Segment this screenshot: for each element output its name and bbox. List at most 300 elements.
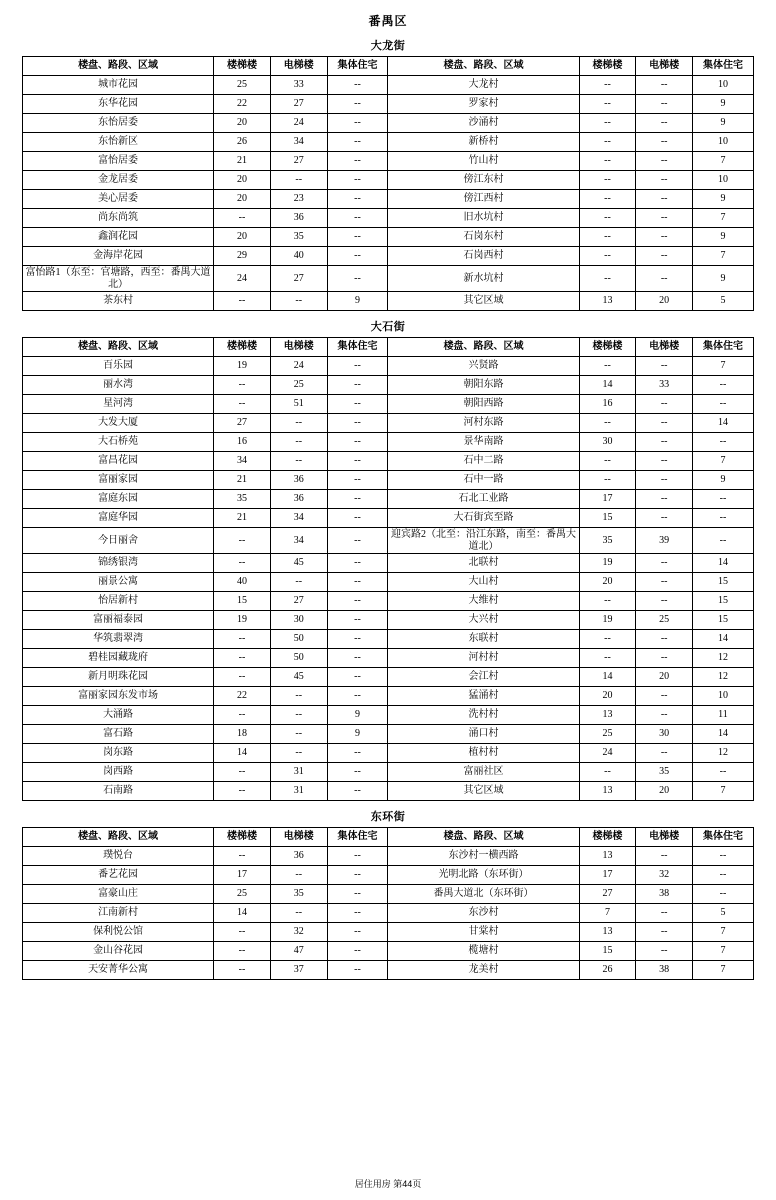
- cell-name-right: 旧水坑村: [388, 209, 579, 228]
- col-header-stair-left: 楼梯楼: [214, 338, 271, 357]
- cell-stair-right: 15: [579, 942, 636, 961]
- cell-collective-left: --: [327, 687, 388, 706]
- table-row: [23, 452, 754, 471]
- cell-name-right: 大石街宾至路: [388, 509, 579, 528]
- cell-name-right: 朝阳东路: [388, 376, 579, 395]
- cell-elevator-right: --: [636, 923, 693, 942]
- cell-name-right: 新水坑村: [388, 266, 579, 292]
- table-row: [23, 190, 754, 209]
- cell-name-right: 龙美村: [388, 961, 579, 980]
- cell-collective-right: --: [693, 509, 754, 528]
- col-header-elevator-left: 电梯楼: [270, 57, 327, 76]
- cell-name-left: 石南路: [23, 782, 214, 801]
- cell-elevator-right: --: [636, 190, 693, 209]
- cell-elevator-right: --: [636, 266, 693, 292]
- cell-collective-right: 7: [693, 152, 754, 171]
- cell-collective-left: --: [327, 573, 388, 592]
- cell-collective-right: 5: [693, 292, 754, 311]
- cell-collective-left: --: [327, 357, 388, 376]
- cell-name-right: 傍江东村: [388, 171, 579, 190]
- cell-elevator-left: 27: [270, 592, 327, 611]
- cell-elevator-right: 25: [636, 611, 693, 630]
- cell-elevator-right: --: [636, 114, 693, 133]
- cell-stair-right: 14: [579, 668, 636, 687]
- cell-elevator-right: 38: [636, 961, 693, 980]
- cell-stair-left: 24: [214, 266, 271, 292]
- cell-collective-left: --: [327, 611, 388, 630]
- cell-stair-left: --: [214, 961, 271, 980]
- cell-name-right: 北联村: [388, 554, 579, 573]
- cell-stair-right: 13: [579, 847, 636, 866]
- cell-elevator-left: --: [270, 573, 327, 592]
- cell-elevator-right: 30: [636, 725, 693, 744]
- cell-elevator-right: 20: [636, 668, 693, 687]
- cell-stair-left: --: [214, 292, 271, 311]
- col-header-name-right: 楼盘、路段、区域: [388, 338, 579, 357]
- cell-name-left: 富丽家园: [23, 471, 214, 490]
- cell-name-left: 东怡新区: [23, 133, 214, 152]
- cell-stair-left: --: [214, 763, 271, 782]
- cell-elevator-left: --: [270, 433, 327, 452]
- cell-stair-left: 20: [214, 171, 271, 190]
- cell-elevator-left: --: [270, 866, 327, 885]
- cell-collective-right: 10: [693, 133, 754, 152]
- cell-name-right: 大龙村: [388, 76, 579, 95]
- table-row: [23, 942, 754, 961]
- table-row: [23, 744, 754, 763]
- cell-stair-right: --: [579, 133, 636, 152]
- cell-stair-right: --: [579, 649, 636, 668]
- cell-collective-right: 9: [693, 228, 754, 247]
- cell-collective-left: 9: [327, 725, 388, 744]
- cell-collective-right: --: [693, 528, 754, 554]
- cell-elevator-left: 37: [270, 961, 327, 980]
- cell-name-left: 富昌花园: [23, 452, 214, 471]
- cell-name-right: 傍江西村: [388, 190, 579, 209]
- cell-collective-right: 7: [693, 452, 754, 471]
- cell-stair-left: 27: [214, 414, 271, 433]
- cell-elevator-left: --: [270, 452, 327, 471]
- cell-elevator-left: 36: [270, 847, 327, 866]
- cell-elevator-left: 35: [270, 885, 327, 904]
- cell-stair-right: 19: [579, 554, 636, 573]
- cell-name-right: 河村东路: [388, 414, 579, 433]
- col-header-stair-right: 楼梯楼: [579, 338, 636, 357]
- cell-name-right: 石岗东村: [388, 228, 579, 247]
- cell-elevator-left: --: [270, 414, 327, 433]
- cell-name-right: 罗家村: [388, 95, 579, 114]
- cell-collective-right: 14: [693, 554, 754, 573]
- cell-collective-left: --: [327, 866, 388, 885]
- cell-elevator-left: --: [270, 904, 327, 923]
- col-header-elevator-left: 电梯楼: [270, 338, 327, 357]
- cell-collective-left: --: [327, 528, 388, 554]
- cell-stair-left: 29: [214, 247, 271, 266]
- cell-stair-left: 20: [214, 114, 271, 133]
- cell-name-left: 岗西路: [23, 763, 214, 782]
- cell-name-right: 迎宾路2（北至：沿江东路，南至：番禺大道北）: [388, 528, 579, 554]
- cell-collective-left: --: [327, 471, 388, 490]
- cell-stair-right: 13: [579, 782, 636, 801]
- table-row: [23, 414, 754, 433]
- cell-name-left: 富丽家园东发市场: [23, 687, 214, 706]
- table-row: [23, 95, 754, 114]
- cell-name-right: 洗村村: [388, 706, 579, 725]
- cell-name-right: 东联村: [388, 630, 579, 649]
- cell-name-right: 景华南路: [388, 433, 579, 452]
- table-row: [23, 961, 754, 980]
- cell-collective-right: 9: [693, 95, 754, 114]
- cell-collective-left: --: [327, 95, 388, 114]
- cell-elevator-right: --: [636, 95, 693, 114]
- cell-elevator-right: --: [636, 554, 693, 573]
- cell-elevator-right: --: [636, 228, 693, 247]
- cell-name-left: 番艺花园: [23, 866, 214, 885]
- cell-elevator-right: --: [636, 592, 693, 611]
- cell-collective-left: --: [327, 509, 388, 528]
- col-header-collective-left: 集体住宅: [327, 828, 388, 847]
- col-header-stair-right: 楼梯楼: [579, 57, 636, 76]
- cell-elevator-left: 27: [270, 152, 327, 171]
- cell-name-right: 石北工业路: [388, 490, 579, 509]
- cell-name-left: 碧桂园藏珑府: [23, 649, 214, 668]
- cell-elevator-right: 32: [636, 866, 693, 885]
- cell-collective-right: 12: [693, 649, 754, 668]
- cell-name-left: 富庭东园: [23, 490, 214, 509]
- cell-collective-left: --: [327, 885, 388, 904]
- cell-name-right: 大维村: [388, 592, 579, 611]
- cell-name-right: 甘棠村: [388, 923, 579, 942]
- cell-name-right: 其它区域: [388, 782, 579, 801]
- cell-name-right: 猛涌村: [388, 687, 579, 706]
- cell-collective-left: --: [327, 133, 388, 152]
- cell-collective-left: --: [327, 376, 388, 395]
- cell-stair-left: --: [214, 668, 271, 687]
- table-row: [23, 292, 754, 311]
- cell-name-left: 茶东村: [23, 292, 214, 311]
- cell-collective-left: --: [327, 649, 388, 668]
- cell-collective-left: --: [327, 209, 388, 228]
- cell-collective-right: 10: [693, 171, 754, 190]
- section-title-1: 大石街: [370, 321, 406, 333]
- cell-elevator-right: 20: [636, 292, 693, 311]
- cell-elevator-left: 24: [270, 114, 327, 133]
- cell-stair-right: 13: [579, 292, 636, 311]
- section-title-2: 东环街: [370, 811, 406, 823]
- cell-elevator-left: 24: [270, 357, 327, 376]
- section-title-0: 大龙街: [370, 40, 406, 52]
- cell-elevator-left: 36: [270, 209, 327, 228]
- col-header-stair-left: 楼梯楼: [214, 57, 271, 76]
- cell-collective-left: --: [327, 490, 388, 509]
- cell-stair-left: --: [214, 209, 271, 228]
- table-row: [23, 76, 754, 95]
- table-row: [23, 687, 754, 706]
- cell-elevator-left: 40: [270, 247, 327, 266]
- cell-stair-right: 19: [579, 611, 636, 630]
- table-row: [23, 357, 754, 376]
- cell-stair-left: 18: [214, 725, 271, 744]
- cell-name-right: 榄塘村: [388, 942, 579, 961]
- cell-elevator-left: 25: [270, 376, 327, 395]
- cell-collective-right: 7: [693, 247, 754, 266]
- table-row: [23, 847, 754, 866]
- cell-name-right: 沙涌村: [388, 114, 579, 133]
- cell-elevator-right: --: [636, 904, 693, 923]
- cell-name-left: 富怡路1（东至：官塘路，西至：番禺大道北）: [23, 266, 214, 292]
- cell-stair-right: 17: [579, 866, 636, 885]
- cell-elevator-right: --: [636, 509, 693, 528]
- cell-stair-right: 35: [579, 528, 636, 554]
- cell-collective-left: --: [327, 414, 388, 433]
- table-row: [23, 668, 754, 687]
- cell-name-left: 百乐园: [23, 357, 214, 376]
- cell-elevator-right: --: [636, 247, 693, 266]
- cell-stair-right: --: [579, 247, 636, 266]
- col-header-name-right: 楼盘、路段、区域: [388, 828, 579, 847]
- cell-elevator-right: 38: [636, 885, 693, 904]
- cell-elevator-right: --: [636, 152, 693, 171]
- table-row: [23, 376, 754, 395]
- cell-stair-left: 19: [214, 357, 271, 376]
- cell-collective-left: --: [327, 152, 388, 171]
- cell-collective-right: --: [693, 866, 754, 885]
- col-header-name-right: 楼盘、路段、区域: [388, 57, 579, 76]
- cell-elevator-right: --: [636, 573, 693, 592]
- page-title: 番禺区: [368, 14, 408, 28]
- cell-stair-left: 25: [214, 885, 271, 904]
- col-header-collective-right: 集体住宅: [693, 828, 754, 847]
- cell-name-left: 星河湾: [23, 395, 214, 414]
- cell-name-right: 大山村: [388, 573, 579, 592]
- cell-elevator-right: --: [636, 209, 693, 228]
- cell-elevator-right: 35: [636, 763, 693, 782]
- cell-elevator-left: --: [270, 687, 327, 706]
- cell-name-right: 番禺大道北（东环街）: [388, 885, 579, 904]
- cell-name-left: 怡居新村: [23, 592, 214, 611]
- cell-stair-left: --: [214, 923, 271, 942]
- cell-stair-right: --: [579, 414, 636, 433]
- section-table-2: [22, 827, 754, 980]
- table-header-row: [23, 57, 754, 76]
- table-row: [23, 904, 754, 923]
- cell-collective-right: 7: [693, 923, 754, 942]
- cell-elevator-left: 50: [270, 649, 327, 668]
- cell-stair-left: 26: [214, 133, 271, 152]
- cell-collective-right: --: [693, 433, 754, 452]
- cell-collective-right: 14: [693, 414, 754, 433]
- cell-name-right: 兴贤路: [388, 357, 579, 376]
- cell-stair-left: 14: [214, 904, 271, 923]
- cell-name-left: 锦绣银湾: [23, 554, 214, 573]
- cell-stair-right: 13: [579, 706, 636, 725]
- table-row: [23, 763, 754, 782]
- cell-elevator-right: --: [636, 471, 693, 490]
- cell-stair-right: --: [579, 763, 636, 782]
- cell-stair-left: 20: [214, 228, 271, 247]
- cell-name-left: 岗东路: [23, 744, 214, 763]
- cell-stair-right: --: [579, 171, 636, 190]
- cell-name-left: 保利悦公馆: [23, 923, 214, 942]
- col-header-collective-left: 集体住宅: [327, 338, 388, 357]
- page-footer: 居住用房 第44页: [354, 1179, 422, 1189]
- cell-stair-right: --: [579, 190, 636, 209]
- cell-collective-left: --: [327, 904, 388, 923]
- cell-collective-left: --: [327, 744, 388, 763]
- cell-elevator-right: 20: [636, 782, 693, 801]
- col-header-elevator-right: 电梯楼: [636, 57, 693, 76]
- cell-collective-right: 10: [693, 76, 754, 95]
- cell-stair-right: 14: [579, 376, 636, 395]
- cell-collective-left: 9: [327, 292, 388, 311]
- cell-collective-left: --: [327, 961, 388, 980]
- cell-name-right: 石中二路: [388, 452, 579, 471]
- cell-stair-left: --: [214, 630, 271, 649]
- cell-name-left: 金山谷花园: [23, 942, 214, 961]
- cell-stair-right: 13: [579, 923, 636, 942]
- table-row: [23, 592, 754, 611]
- table-row: [23, 266, 754, 292]
- cell-elevator-right: --: [636, 687, 693, 706]
- cell-elevator-left: 50: [270, 630, 327, 649]
- table-header-row: [23, 828, 754, 847]
- cell-stair-left: 15: [214, 592, 271, 611]
- cell-stair-left: 22: [214, 95, 271, 114]
- cell-name-left: 美心居委: [23, 190, 214, 209]
- cell-collective-right: 7: [693, 782, 754, 801]
- cell-collective-left: --: [327, 190, 388, 209]
- cell-name-left: 璞悦台: [23, 847, 214, 866]
- col-header-stair-left: 楼梯楼: [214, 828, 271, 847]
- cell-elevator-left: 34: [270, 528, 327, 554]
- cell-collective-right: --: [693, 847, 754, 866]
- cell-collective-left: --: [327, 942, 388, 961]
- cell-collective-right: 5: [693, 904, 754, 923]
- cell-name-right: 东沙村: [388, 904, 579, 923]
- section-table-1: [22, 337, 754, 801]
- cell-elevator-left: 27: [270, 266, 327, 292]
- cell-collective-left: --: [327, 923, 388, 942]
- cell-name-left: 丽景公寓: [23, 573, 214, 592]
- cell-stair-right: 20: [579, 573, 636, 592]
- cell-name-left: 大石桥苑: [23, 433, 214, 452]
- cell-stair-left: --: [214, 942, 271, 961]
- cell-elevator-left: 34: [270, 133, 327, 152]
- table-row: [23, 885, 754, 904]
- table-row: [23, 490, 754, 509]
- table-row: [23, 554, 754, 573]
- cell-collective-right: 15: [693, 573, 754, 592]
- cell-name-left: 江南新村: [23, 904, 214, 923]
- cell-collective-left: --: [327, 554, 388, 573]
- cell-name-left: 大涌路: [23, 706, 214, 725]
- cell-name-left: 新月明珠花园: [23, 668, 214, 687]
- cell-stair-left: 21: [214, 152, 271, 171]
- cell-collective-left: --: [327, 592, 388, 611]
- cell-collective-right: --: [693, 395, 754, 414]
- cell-stair-left: 16: [214, 433, 271, 452]
- table-row: [23, 509, 754, 528]
- cell-collective-right: 9: [693, 471, 754, 490]
- col-header-stair-right: 楼梯楼: [579, 828, 636, 847]
- table-row: [23, 228, 754, 247]
- table-row: [23, 649, 754, 668]
- cell-collective-left: --: [327, 395, 388, 414]
- cell-elevator-right: --: [636, 452, 693, 471]
- cell-stair-left: --: [214, 528, 271, 554]
- cell-stair-right: --: [579, 266, 636, 292]
- cell-collective-right: 14: [693, 630, 754, 649]
- table-row: [23, 866, 754, 885]
- cell-elevator-left: 30: [270, 611, 327, 630]
- cell-name-left: 丽水湾: [23, 376, 214, 395]
- cell-elevator-right: --: [636, 414, 693, 433]
- cell-elevator-left: 32: [270, 923, 327, 942]
- cell-elevator-left: 45: [270, 668, 327, 687]
- cell-name-left: 大发大厦: [23, 414, 214, 433]
- cell-name-right: 新桥村: [388, 133, 579, 152]
- cell-collective-right: 15: [693, 611, 754, 630]
- cell-name-left: 天安菁华公寓: [23, 961, 214, 980]
- cell-collective-left: --: [327, 782, 388, 801]
- cell-stair-right: --: [579, 630, 636, 649]
- cell-stair-left: 22: [214, 687, 271, 706]
- cell-collective-left: --: [327, 171, 388, 190]
- cell-name-left: 今日丽舍: [23, 528, 214, 554]
- cell-elevator-right: --: [636, 133, 693, 152]
- cell-collective-right: 9: [693, 114, 754, 133]
- cell-elevator-right: --: [636, 395, 693, 414]
- col-header-elevator-left: 电梯楼: [270, 828, 327, 847]
- cell-elevator-right: --: [636, 171, 693, 190]
- cell-stair-right: --: [579, 209, 636, 228]
- cell-elevator-right: --: [636, 706, 693, 725]
- cell-elevator-right: 33: [636, 376, 693, 395]
- cell-collective-left: --: [327, 433, 388, 452]
- cell-stair-right: --: [579, 357, 636, 376]
- cell-collective-right: 7: [693, 942, 754, 961]
- cell-elevator-left: --: [270, 725, 327, 744]
- cell-stair-right: 17: [579, 490, 636, 509]
- cell-stair-left: 14: [214, 744, 271, 763]
- cell-name-right: 富丽社区: [388, 763, 579, 782]
- cell-name-right: 会江村: [388, 668, 579, 687]
- cell-stair-left: 25: [214, 76, 271, 95]
- cell-name-right: 河村村: [388, 649, 579, 668]
- cell-name-right: 大兴村: [388, 611, 579, 630]
- cell-stair-left: --: [214, 706, 271, 725]
- cell-name-right: 石岗西村: [388, 247, 579, 266]
- col-header-collective-right: 集体住宅: [693, 338, 754, 357]
- cell-stair-left: 17: [214, 866, 271, 885]
- cell-elevator-left: --: [270, 171, 327, 190]
- cell-elevator-left: 34: [270, 509, 327, 528]
- table-row: [23, 725, 754, 744]
- cell-stair-right: --: [579, 152, 636, 171]
- cell-name-left: 富怡居委: [23, 152, 214, 171]
- cell-collective-right: 7: [693, 357, 754, 376]
- cell-elevator-left: --: [270, 706, 327, 725]
- cell-name-right: 东沙村一横西路: [388, 847, 579, 866]
- cell-stair-right: --: [579, 114, 636, 133]
- cell-stair-left: --: [214, 782, 271, 801]
- col-header-name-left: 楼盘、路段、区域: [23, 828, 214, 847]
- cell-elevator-right: --: [636, 490, 693, 509]
- cell-stair-right: --: [579, 95, 636, 114]
- col-header-name-left: 楼盘、路段、区域: [23, 338, 214, 357]
- cell-collective-left: --: [327, 266, 388, 292]
- cell-elevator-left: 36: [270, 471, 327, 490]
